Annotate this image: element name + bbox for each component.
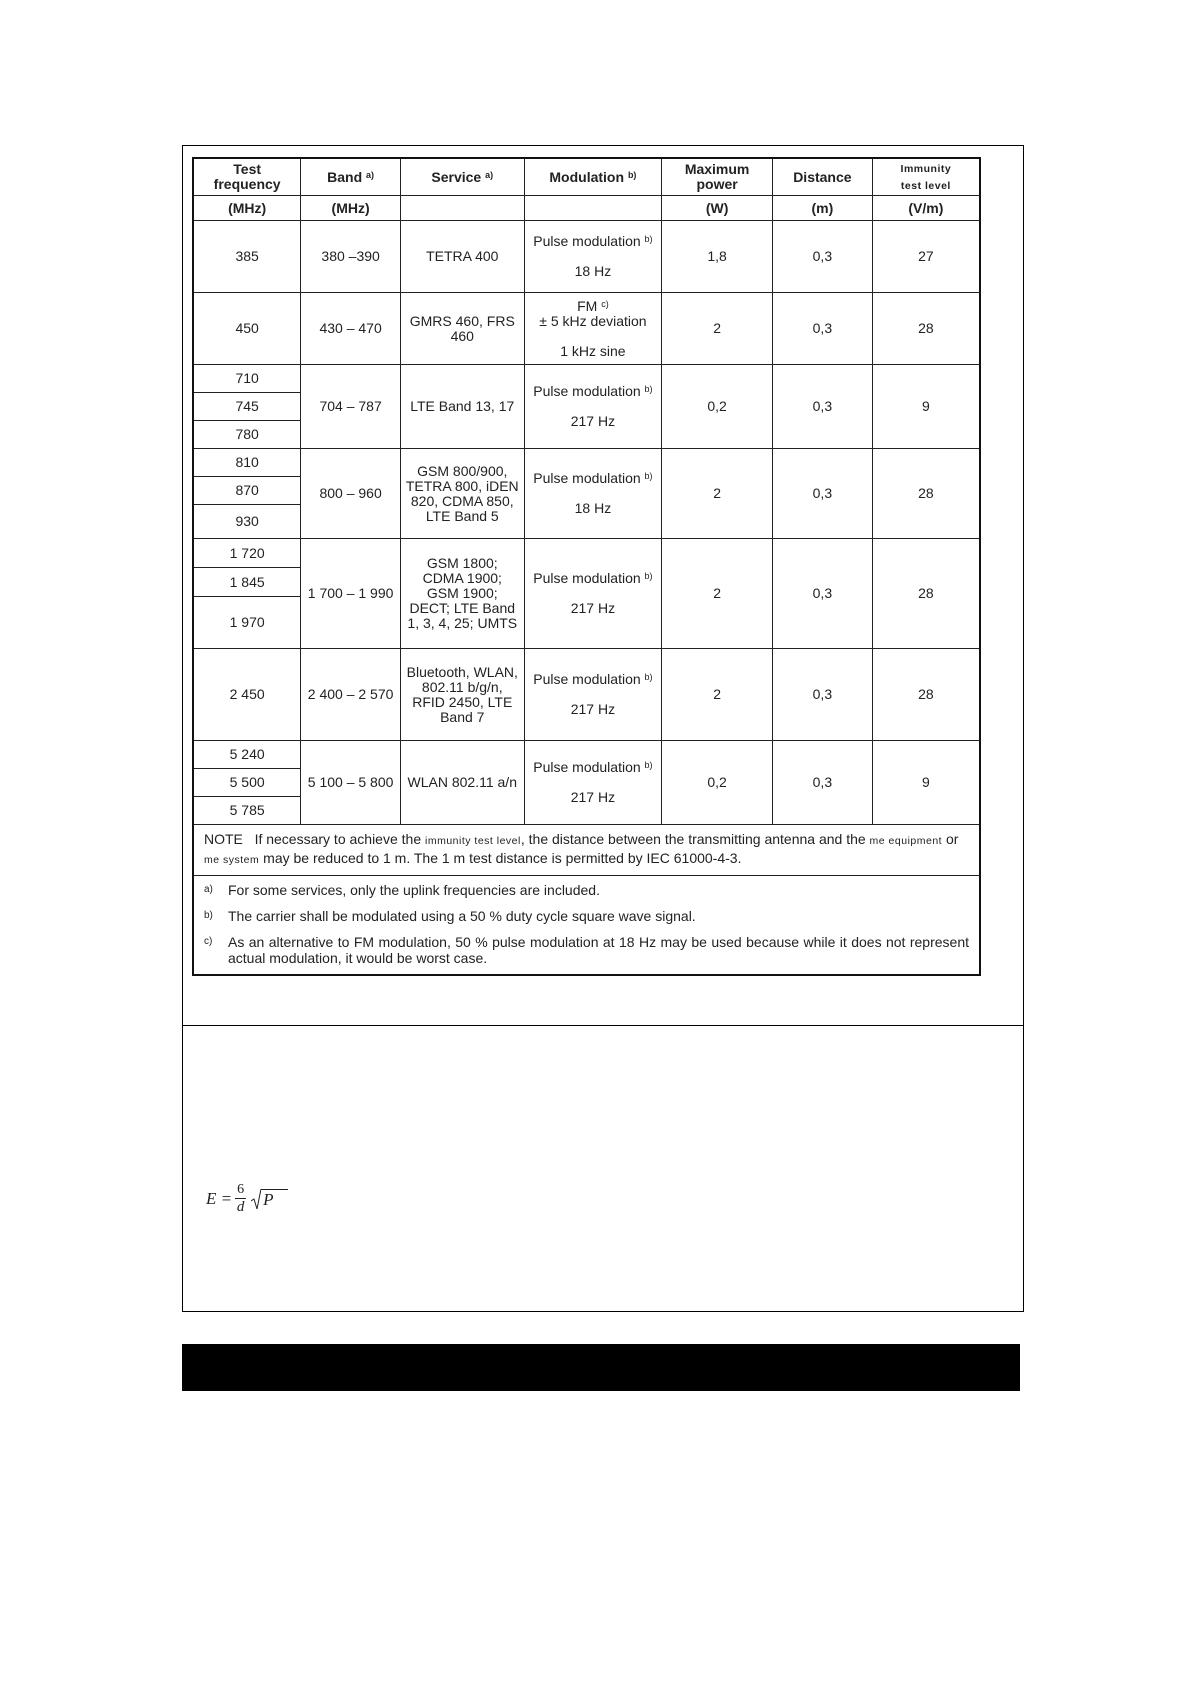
cell-band: 380 –390 xyxy=(301,221,401,293)
cell-band: 1 700 – 1 990 xyxy=(301,539,401,649)
cell-frequency: 1 970 xyxy=(193,597,301,649)
unit-service xyxy=(400,196,524,221)
cell-distance: 0,3 xyxy=(772,365,872,449)
cell-distance: 0,3 xyxy=(772,293,872,365)
cell-frequency: 710 xyxy=(193,365,301,393)
cell-band: 2 400 – 2 570 xyxy=(301,649,401,741)
table-row xyxy=(193,365,980,393)
cell-frequency: 1 845 xyxy=(193,568,301,597)
note-text: NOTE If necessary to achieve the immunity test level, the distance between the transmitting antenna and the me equipment or me system may be reduced to 1 m. The 1 m test distance is permitted by IEC 61000-4-3. xyxy=(193,825,980,876)
table-row xyxy=(193,539,980,568)
cell-power: 0,2 xyxy=(662,365,773,449)
unit-maximum-power: (W) xyxy=(662,196,773,221)
cell-frequency: 930 xyxy=(193,505,301,539)
cell-modulation: Pulse modulation $^{b)}$ 217 Hz xyxy=(524,539,662,649)
unit-row xyxy=(193,196,980,221)
cell-distance: 0,3 xyxy=(772,221,872,293)
unit-immunity: (V/m) xyxy=(872,196,980,221)
unit-test-frequency: (MHz) xyxy=(193,196,301,221)
cell-frequency: 1 720 xyxy=(193,539,301,568)
header-test-frequency: Test frequency xyxy=(193,158,301,196)
cell-level: 28 xyxy=(872,449,980,539)
cell-distance: 0,3 xyxy=(772,539,872,649)
cell-level: 28 xyxy=(872,539,980,649)
footnote-b: b) The carrier shall be modulated using a 50 % duty cycle square wave signal. xyxy=(204,908,696,924)
formula-frame xyxy=(182,1026,1024,1312)
cell-frequency: 5 785 xyxy=(193,797,301,825)
cell-distance: 0,3 xyxy=(772,649,872,741)
cell-service: GMRS 460, FRS 460 xyxy=(400,293,524,365)
cell-band: 5 100 – 5 800 xyxy=(301,741,401,825)
table-row xyxy=(193,293,980,365)
unit-modulation xyxy=(524,196,662,221)
table-row xyxy=(193,741,980,769)
redaction-bar xyxy=(182,1344,1020,1391)
cell-frequency: 5 500 xyxy=(193,769,301,797)
unit-band: (MHz) xyxy=(301,196,401,221)
cell-modulation: FM $^{c)}$ ± 5 kHz deviation 1 kHz sine xyxy=(524,293,662,365)
cell-service: GSM 1800; CDMA 1900; GSM 1900; DECT; LTE Band 1, 3, 4, 25; UMTS xyxy=(400,539,524,649)
cell-frequency: 450 xyxy=(193,293,301,365)
cell-service: GSM 800/900, TETRA 800, iDEN 820, CDMA 850, LTE Band 5 xyxy=(400,449,524,539)
cell-modulation: Pulse modulation $^{b)}$ 217 Hz xyxy=(524,741,662,825)
header-service: Service $^{a)}$ xyxy=(400,158,524,196)
header-maximum-power: Maximum power xyxy=(662,158,773,196)
cell-service: WLAN 802.11 a/n xyxy=(400,741,524,825)
cell-level: 9 xyxy=(872,365,980,449)
cell-service: Bluetooth, WLAN, 802.11 b/g/n, RFID 2450, LTE Band 7 xyxy=(400,649,524,741)
formula-sqrt xyxy=(251,1188,287,1210)
formula-denominator: d xyxy=(236,1199,245,1215)
note-row xyxy=(193,825,980,876)
cell-level: 9 xyxy=(872,741,980,825)
cell-level: 28 xyxy=(872,649,980,741)
header-row xyxy=(193,158,980,196)
header-band: Band $^{a)}$ xyxy=(301,158,401,196)
formula-fraction xyxy=(235,1182,246,1215)
cell-modulation: Pulse modulation $^{b)}$ 18 Hz xyxy=(524,221,662,293)
cell-level: 27 xyxy=(872,221,980,293)
header-distance: Distance xyxy=(772,158,872,196)
cell-frequency: 2 450 xyxy=(193,649,301,741)
cell-power: 2 xyxy=(662,649,773,741)
field-strength-formula xyxy=(206,1182,288,1215)
cell-band: 704 – 787 xyxy=(301,365,401,449)
cell-level: 28 xyxy=(872,293,980,365)
cell-power: 1,8 xyxy=(662,221,773,293)
footnotes-row xyxy=(193,876,980,976)
formula-numerator: 6 xyxy=(237,1182,245,1197)
radical-sign-icon xyxy=(251,1188,261,1210)
cell-band: 800 – 960 xyxy=(301,449,401,539)
footnotes xyxy=(193,876,980,976)
cell-power: 0,2 xyxy=(662,741,773,825)
header-immunity-test-level: Immunity test level xyxy=(872,158,980,196)
cell-service: LTE Band 13, 17 xyxy=(400,365,524,449)
cell-modulation: Pulse modulation $^{b)}$ 18 Hz xyxy=(524,449,662,539)
cell-frequency: 780 xyxy=(193,421,301,449)
cell-distance: 0,3 xyxy=(772,449,872,539)
table-row xyxy=(193,449,980,477)
formula-lhs: E = xyxy=(206,1188,233,1208)
cell-power: 2 xyxy=(662,449,773,539)
header-modulation: Modulation $^{b)}$ xyxy=(524,158,662,196)
table-row xyxy=(193,221,980,293)
cell-power: 2 xyxy=(662,539,773,649)
immunity-test-table xyxy=(192,157,981,976)
footnote-c: c) As an alternative to FM modulation, 50 % pulse modulation at 18 Hz may be used because while it does not represent actual modulation, it would be worst case. xyxy=(204,934,969,966)
table-row xyxy=(193,649,980,741)
cell-frequency: 810 xyxy=(193,449,301,477)
formula-radicand: P xyxy=(261,1189,287,1210)
cell-service: TETRA 400 xyxy=(400,221,524,293)
unit-distance: (m) xyxy=(772,196,872,221)
cell-power: 2 xyxy=(662,293,773,365)
cell-frequency: 870 xyxy=(193,477,301,505)
cell-modulation: Pulse modulation $^{b)}$ 217 Hz xyxy=(524,365,662,449)
footnote-a: a) For some services, only the uplink frequencies are included. xyxy=(204,882,600,898)
cell-frequency: 5 240 xyxy=(193,741,301,769)
cell-frequency: 385 xyxy=(193,221,301,293)
cell-distance: 0,3 xyxy=(772,741,872,825)
cell-modulation: Pulse modulation $^{b)}$ 217 Hz xyxy=(524,649,662,741)
cell-frequency: 745 xyxy=(193,393,301,421)
cell-band: 430 – 470 xyxy=(301,293,401,365)
